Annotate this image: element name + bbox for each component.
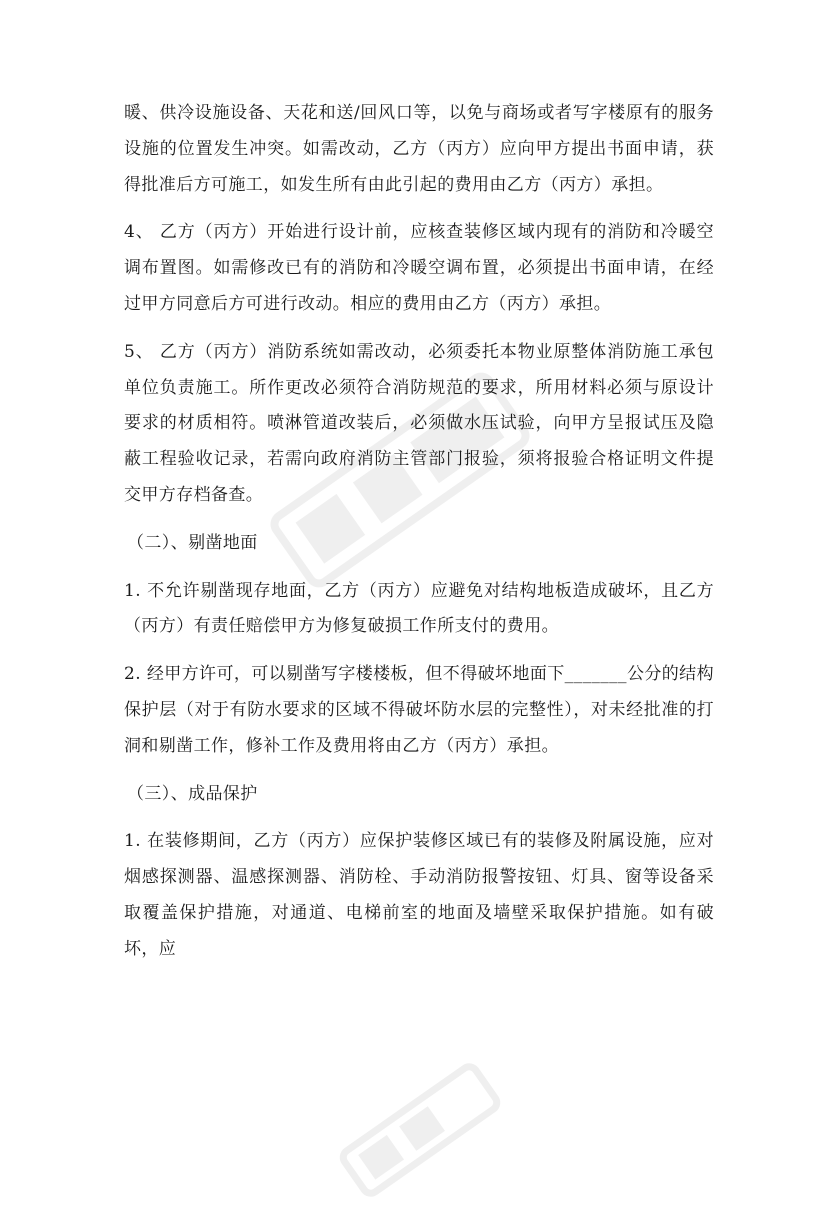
paragraph-floor-item-2: 2. 经甲方许可，可以剔凿写字楼楼板，但不得破坏地面下_______公分的结构保护层（对于有防水要求的区域不得破坏防水层的完整性），对未经批准的打洞和剔凿工作，修补工作及费用将由乙方（丙方）承担。 <box>124 664 714 756</box>
paragraph-item-4: 4、 乙方（丙方）开始进行设计前，应核查装修区域内现有的消防和冷暖空调布置图。如需修改已有的消防和冷暖空调布置，必须提出书面申请，在经过甲方同意后方可进行改动。相应的费用由乙方（丙方）承担。 <box>124 222 714 314</box>
section-heading-floor-chiseling: （二）、剔凿地面 <box>127 532 258 553</box>
paragraph-item-5: 5、 乙方（丙方）消防系统如需改动，必须委托本物业原整体消防施工承包单位负责施工。所作更改必须符合消防规范的要求，所用材料必须与原设计要求的材质相符。喷淋管道改装后，必须做水压试验，向甲方呈报试压及隐蔽工程验收记录，若需向政府消防主管部门报验，须将报验合格证明文件提交甲方存档备查。 <box>124 341 714 505</box>
document-body <box>124 96 714 968</box>
watermark-fragment-icon <box>323 1046 516 1214</box>
paragraph-protection-item-1: 1. 在装修期间，乙方（丙方）应保护装修区域已有的装修及附属设施，应对烟感探测器、温感探测器、消防栓、手动消防报警按钮、灯具、窗等设备采取覆盖保护措施，对通道、电梯前室的地面及墙壁采取保护措施。如有破坏，应 <box>124 831 714 959</box>
paragraph-floor-item-1: 1. 不允许剔凿现存地面，乙方（丙方）应避免对结构地板造成破坏，且乙方（丙方）有责任赔偿甲方为修复破损工作所支付的费用。 <box>124 580 714 637</box>
section-heading-finished-protection: （三）、成品保护 <box>127 783 258 804</box>
paragraph-hvac-continued: 暖、供冷设施设备、天花和送/回风口等，以免与商场或者写字楼原有的服务设施的位置发生冲突。如需改动，乙方（丙方）应向甲方提出书面申请，获得批准后方可施工，如发生所有由此引起的费用由乙方（丙方）承担。 <box>124 103 714 195</box>
